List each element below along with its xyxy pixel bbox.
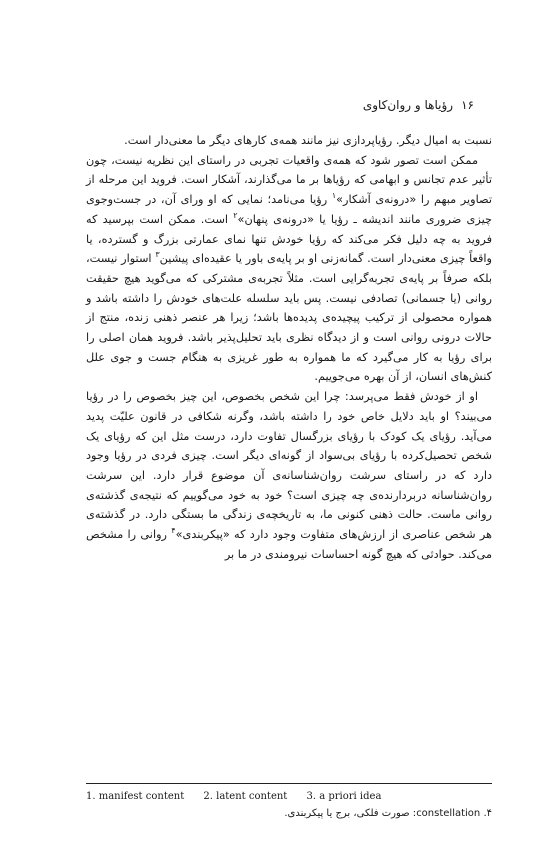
paragraph-text: روانی را مشخص می‌کند. حوادثی که هیچ گونه احساسات نیرومندی در ما بر <box>86 528 492 561</box>
paragraph-1 <box>86 131 492 151</box>
footnote-mark-4: ۴ <box>171 526 176 536</box>
paragraph-text: رؤیا می‌نامد؛ نمایی که او ورای آن، در جست‌وجوی چیزی ضروری مانند اندیشه ـ رؤیا یا «درونه‌ی پنهان» <box>86 193 492 226</box>
running-header <box>70 98 474 112</box>
page-number: ۱۶ <box>461 98 474 112</box>
running-title: رؤیاها و روان‌کاوی <box>362 98 454 112</box>
paragraph-text: ممکن است تصور شود که همه‌ی واقعیات تجربی در راستای این نظریه نیست، چون تأثیر عدم تجانس و ابهامی که رؤیاها بر ما می‌گذارند، آشکار است. فروید این مرحله از تصاویر مبهم را «درونه‌ی آشکار» <box>86 153 492 207</box>
paragraph-text: است. ممکن است بپرسید که فروید به چه دلیل فکر می‌کند که رؤیا خودش تنها نمای عمارتی بزرگ و گسترده، یا واقعاً چیزی معنی‌دار است. گمانه‌زنی او بر پایه‌ی باور یا عقیده‌ای پیشین <box>86 212 492 266</box>
footnotes-english <box>86 791 397 802</box>
footnote-mark-1: ۱ <box>331 191 337 201</box>
footnote-1: 1. manifest content <box>86 791 185 802</box>
body-text <box>86 131 492 564</box>
paragraph-text: نسبت به امیال دیگر. رؤیاپردازی نیز مانند همه‌ی کارهای دیگر ما معنی‌دار است. <box>124 134 492 147</box>
paragraph-2 <box>86 151 492 387</box>
footnote-3: 3. a priori idea <box>306 791 382 802</box>
footnote-divider <box>86 783 492 784</box>
footnote-4: constellation .۴: صورت فلکی، برج یا پیکربندی. <box>284 808 492 819</box>
paragraph-text: او از خودش فقط می‌پرسد: چرا این شخص بخصوص، این چیز بخصوص را در رؤیا می‌بیند؟ او باید دلایل خاص خود را داشته باشد، وگرنه شکافی در قانون علیّت پدید می‌آید. رؤیای یک کودک با رؤیای بزرگسال تفاوت دارد، درست مثل این که رؤیای یک شخص تحصیل‌کرده با رؤیای بی‌سواد از گونه‌ای دیگر است. چیزی فردی در رؤیا وجود دارد که در راستای سرشت روان‌شناسانه‌ی آن موضوع قرار دارد. این سرشت روان‌شناسانه دربردارنده‌ی چه چیزی است؟ خود به خود می‌گوییم که نتیجه‌ی گذشته‌ی روانی ماست. حالت ذهنی کنونی ما، به تاریخچه‌ی زندگی ما بستگی دارد. در گذشته‌ی هر شخص عناصری از ارزش‌های متفاوت وجود دارد که «پیکربندی» <box>86 390 493 542</box>
footnote-2: 2. latent content <box>203 791 288 802</box>
paragraph-text: استوار نیست، بلکه صرفاً بر پایه‌ی تجربه‌گرایی است. مثلاً تجربه‌ی مشترکی که می‌گوید هیچ حقیقت روانی (یا جسمانی) تصادفی نیست. پس باید سلسله علت‌های خودش را داشته باشد و همواره محصولی از ترکیب پیچیده‌ی پدیده‌ها باشد؛ زیرا هر عنصر ذهنی زنده، منتج از حالات درونی روانی است و از دیدگاه نظری باید تحلیل‌پذیر باشد. فروید همان اصلی را برای رؤیا به کار می‌گیرد که ما همواره به طور غریزی به هنگام جست و جوی علل کنش‌های انسان، از آن بهره می‌جوییم. <box>86 252 492 384</box>
footnote-mark-3: ۳ <box>155 250 160 260</box>
footnote-mark-2: ۲ <box>233 211 238 221</box>
paragraph-3 <box>86 387 492 564</box>
